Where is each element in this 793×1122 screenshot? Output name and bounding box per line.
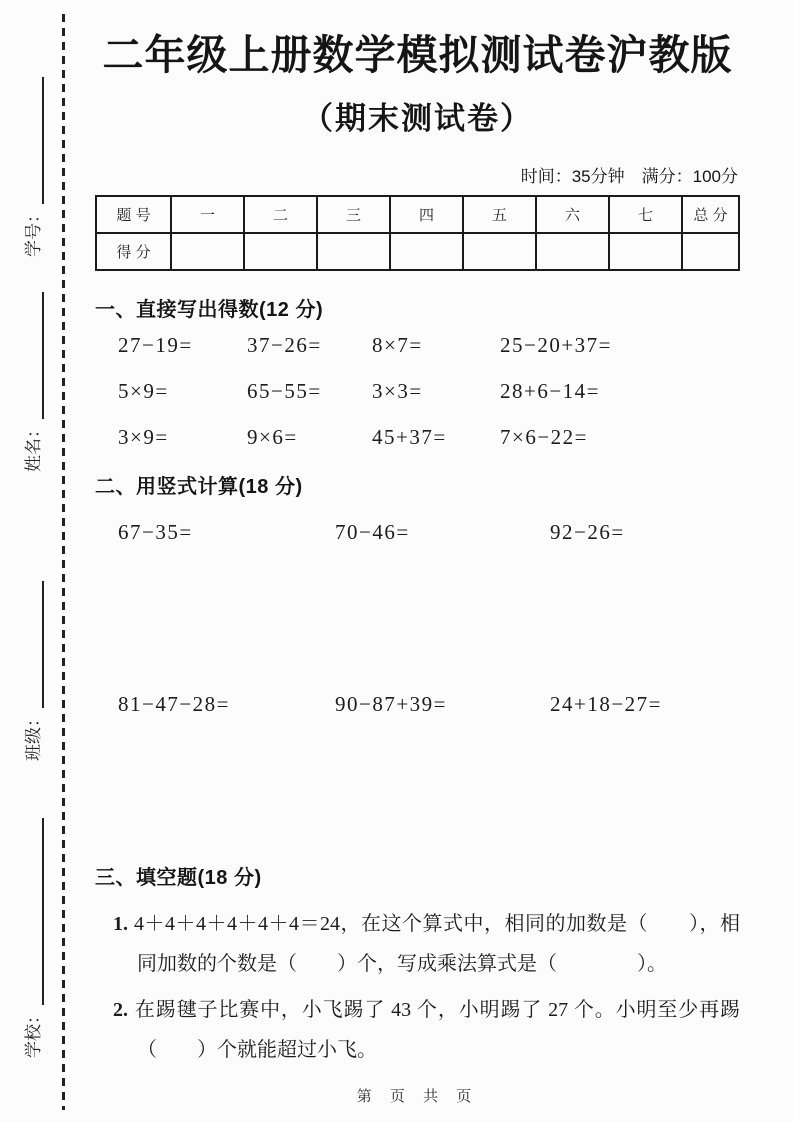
score-cell xyxy=(171,233,244,270)
page-title: 二年级上册数学模拟测试卷沪教版 xyxy=(102,32,733,78)
section-two-problems-row2 xyxy=(95,691,740,717)
section-one-heading: 一、直接写出得数(12 分) xyxy=(95,299,324,322)
question-text: 4＋4＋4＋4＋4＋4＝24，在这个算式中，相同的加数是（ ），相同加数的个数是（ ）个，写成乘法算式是（ ）。 xyxy=(134,913,740,976)
score-table-header-cell: 七 xyxy=(609,196,682,233)
score-table-header-cell: 题 号 xyxy=(96,196,171,233)
student-id-field xyxy=(18,77,44,257)
math-problem: 24+18−27= xyxy=(550,692,663,717)
section-three-heading: 三、填空题(18 分) xyxy=(95,867,262,890)
math-problem: 7×6−22= xyxy=(500,425,589,450)
fill-blank-question xyxy=(95,904,740,984)
student-id-label: 学号： xyxy=(24,206,43,257)
score-cell xyxy=(536,233,609,270)
math-problem: 9×6= xyxy=(247,425,298,450)
math-problem: 81−47−28= xyxy=(118,692,231,717)
score-table-header-cell: 四 xyxy=(390,196,463,233)
school-fill-line xyxy=(25,818,44,1005)
school-label: 学校： xyxy=(24,1007,43,1058)
score-table-header-cell: 一 xyxy=(171,196,244,233)
score-cell xyxy=(609,233,682,270)
question-number: 2. xyxy=(113,999,128,1022)
student-id-fill-line xyxy=(25,77,44,204)
class-label: 班级： xyxy=(24,710,43,761)
seal-dashed-line xyxy=(62,14,65,1110)
math-problem: 27−19= xyxy=(118,333,193,358)
section-one-problems xyxy=(95,332,740,450)
score-table-score-row xyxy=(96,233,739,270)
score-table-header-cell: 五 xyxy=(463,196,536,233)
student-name-fill-line xyxy=(25,292,44,419)
score-cell xyxy=(317,233,390,270)
score-cell xyxy=(463,233,536,270)
section-two-heading: 二、用竖式计算(18 分) xyxy=(95,476,303,499)
math-problem: 67−35= xyxy=(118,520,193,545)
math-problem: 25−20+37= xyxy=(500,333,613,358)
math-problem: 5×9= xyxy=(118,379,169,404)
fill-blank-question xyxy=(95,990,740,1070)
math-problem: 3×9= xyxy=(118,425,169,450)
page-subtitle: （期末测试卷） xyxy=(302,101,533,137)
score-cell xyxy=(390,233,463,270)
score-table-header-row xyxy=(96,196,739,233)
score-table xyxy=(95,195,740,271)
class-fill-line xyxy=(25,581,44,708)
score-row-label: 得 分 xyxy=(96,233,171,270)
score-cell xyxy=(244,233,317,270)
math-problem: 90−87+39= xyxy=(335,692,448,717)
student-name-label: 姓名： xyxy=(24,421,43,472)
math-problem: 45+37= xyxy=(372,425,447,450)
score-table-header-cell: 三 xyxy=(317,196,390,233)
score-table-header-cell: 六 xyxy=(536,196,609,233)
math-problem: 8×7= xyxy=(372,333,423,358)
score-table-header-cell: 二 xyxy=(244,196,317,233)
section-three-questions xyxy=(95,904,740,1070)
student-name-field xyxy=(18,292,44,472)
math-problem: 37−26= xyxy=(247,333,322,358)
question-text: 在踢毽子比赛中，小飞踢了 43 个，小明踢了 27 个。小明至少再踢（ ）个就能超过小飞。 xyxy=(134,999,740,1062)
class-field xyxy=(18,581,44,761)
score-table-header-cell: 总 分 xyxy=(682,196,739,233)
math-problem: 70−46= xyxy=(335,520,410,545)
section-two-problems-row1 xyxy=(95,519,740,545)
main-content xyxy=(95,0,740,1122)
page-footer: 第 页 共 页 xyxy=(356,1088,479,1105)
time-score-info: 时间：35分钟 满分：100分 xyxy=(520,167,738,187)
math-problem: 28+6−14= xyxy=(500,379,601,404)
school-field xyxy=(18,818,44,1058)
math-problem: 92−26= xyxy=(550,520,625,545)
math-problem: 3×3= xyxy=(372,379,423,404)
math-problem: 65−55= xyxy=(247,379,322,404)
question-number: 1. xyxy=(113,913,128,936)
score-cell xyxy=(682,233,739,270)
